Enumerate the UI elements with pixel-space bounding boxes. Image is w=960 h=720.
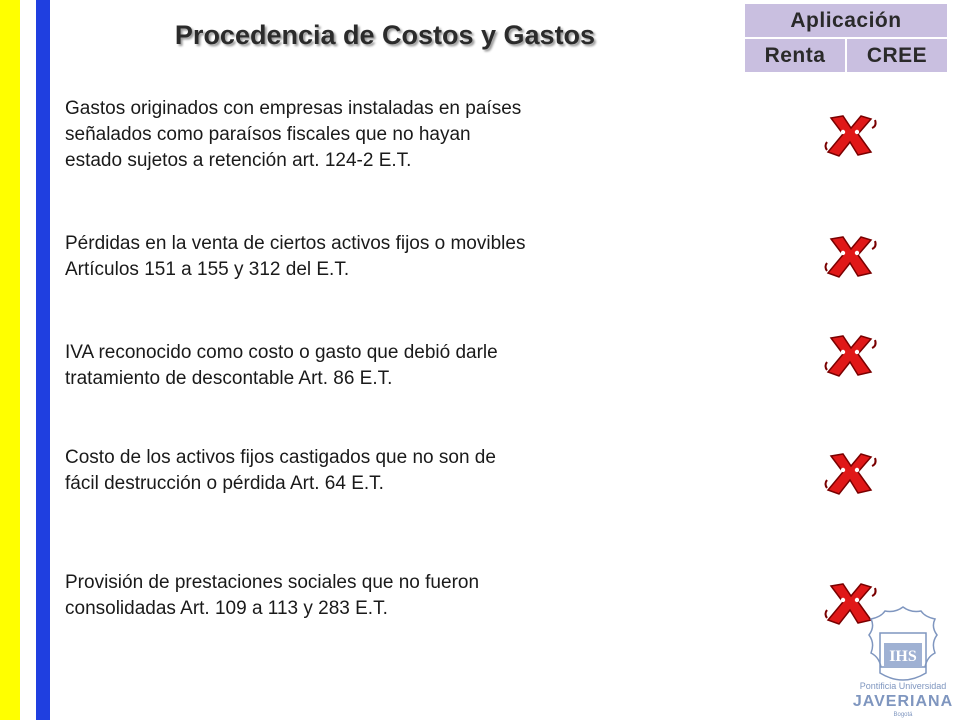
- application-table: [743, 2, 949, 74]
- item-text: Provisión de prestaciones sociales que no fueron consolidadas Art. 109 a 113 y 283 E.T.: [65, 572, 480, 619]
- left-white-bar: [20, 0, 36, 720]
- svg-text:Pontificia Universidad: [860, 681, 947, 691]
- left-yellow-bar: [0, 0, 20, 720]
- page-title: Procedencia de Costos y Gastos: [174, 20, 596, 50]
- item-text: Costo de los activos fijos castigados que no son de fácil destrucción o pérdida Art. 64 E.T.: [65, 447, 496, 494]
- list-item: [65, 96, 675, 174]
- not-applicable-x-icon: [823, 112, 879, 158]
- item-text: Gastos originados con empresas instaladas en países señalados como paraísos fiscales que no hayan estado sujetos a retención art. 124-2 E.T.: [65, 98, 522, 171]
- logo-line2: JAVERIANA: [852, 693, 954, 710]
- logo-line3: Bogotá: [893, 712, 913, 718]
- list-item: [65, 231, 675, 283]
- left-blue-bar: [36, 0, 50, 720]
- application-header: Aplicación: [744, 3, 948, 38]
- item-text: Pérdidas en la venta de ciertos activos fijos o movibles Artículos 151 a 155 y 312 del E.T.: [65, 233, 526, 280]
- not-applicable-x-icon: [823, 332, 879, 378]
- svg-text:Bogotá: [893, 712, 913, 718]
- item-text: IVA reconocido como costo o gasto que debió darle tratamiento de descontable Art. 86 E.T.: [65, 342, 498, 389]
- not-applicable-x-icon: [823, 450, 879, 496]
- logo-line1: Pontificia Universidad: [859, 681, 947, 691]
- column-cree: CREE: [846, 38, 948, 73]
- university-seal-logo: [850, 603, 956, 720]
- list-item: [65, 570, 675, 622]
- list-item: [65, 340, 675, 392]
- not-applicable-x-icon: [823, 233, 879, 279]
- column-renta: Renta: [744, 38, 846, 73]
- list-item: [65, 445, 675, 497]
- svg-text:JAVERIANA: [853, 693, 953, 710]
- svg-text:IHS: IHS: [889, 648, 917, 665]
